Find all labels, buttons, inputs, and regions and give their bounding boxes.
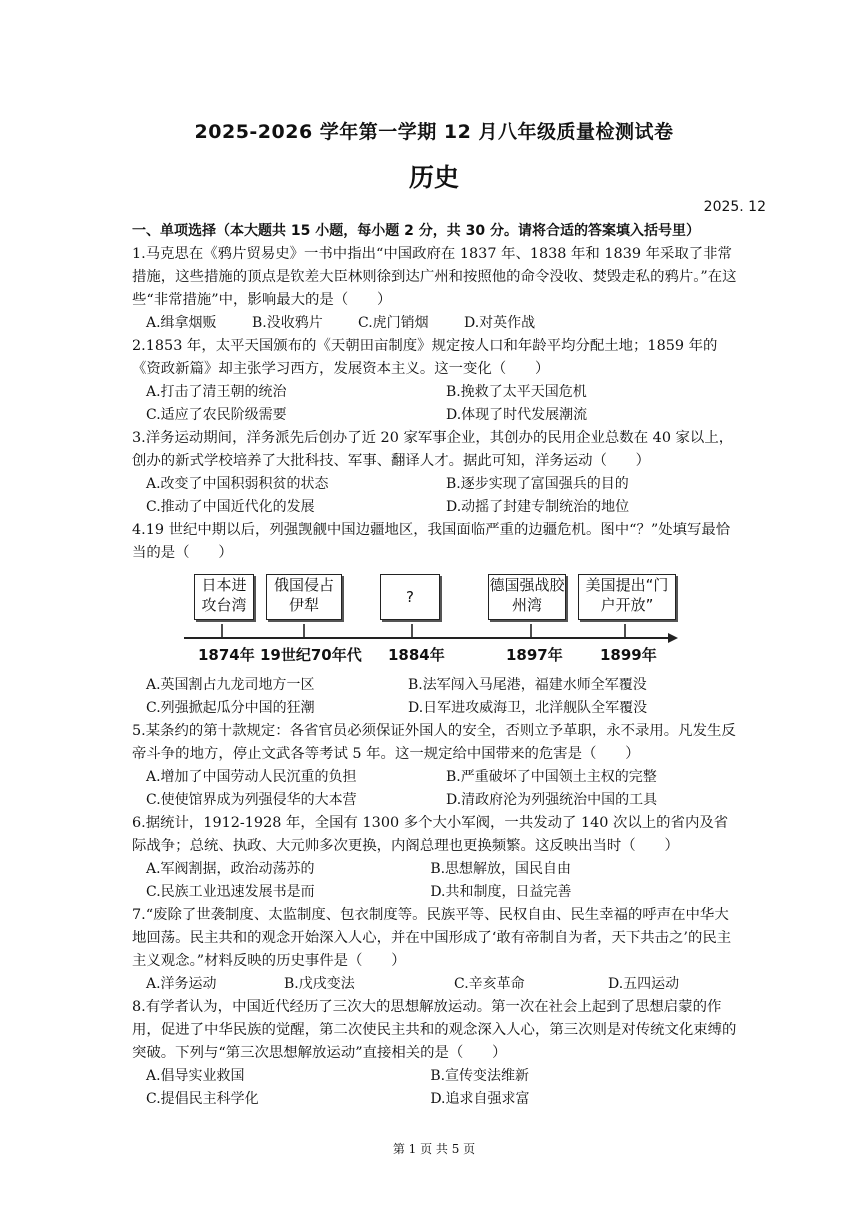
option-a: A.洋务运动 — [146, 976, 217, 992]
option-b: B.戊戌变法 — [284, 976, 355, 992]
timeline-event-2: 俄国侵占伊犁 — [266, 574, 342, 620]
option-c: C.提倡民主科学化 — [146, 1091, 259, 1107]
question-7-stem: 7.“废除了世袭制度、太监制度、包衣制度等。民族平等、民权自由、民生幸福的呼声在中华大地回荡。民主共和的观念开始深入人心，并在中国形成了‘敢有帝制自为者，天下共击之’的民主主义观念。”材料反映的历史事件是（ ） — [132, 907, 732, 969]
timeline-event-1: 日本进攻台湾 — [194, 574, 254, 620]
option-d: D.五四运动 — [608, 976, 680, 992]
question-6-stem: 6.据统计，1912-1928 年，全国有 1300 多个大小军阀，一共发动了 140 次以上的省内及省际战争；总统、执政、大元帅多次更换，内阁总理也更换频繁。这反映出当时（ ） — [132, 815, 729, 854]
timeline-event-4: 德国强战胶州湾 — [488, 574, 566, 620]
option-a: A.倡导实业救国 — [146, 1068, 245, 1084]
question-3-options — [146, 473, 746, 519]
option-b: B.严重破坏了中国领土主权的完整 — [446, 769, 657, 785]
exam-date: 2025. 12 — [703, 199, 766, 215]
option-a: A.打击了清王朝的统治 — [146, 384, 287, 400]
option-a: A.缉拿烟贩 — [146, 315, 217, 331]
question-5-options — [146, 766, 746, 812]
option-c: C.民族工业迅速发展书是而 — [146, 884, 315, 900]
option-b: B.法军闯入马尾港，福建水师全军覆没 — [408, 677, 647, 693]
option-d: D.对英作战 — [464, 315, 536, 331]
option-a: A.军阀割据，政治动荡苏的 — [146, 861, 315, 877]
option-b: B.思想解放，国民自由 — [430, 861, 572, 877]
timeline-event-5: 美国提出“门户开放” — [578, 574, 676, 620]
option-d: D.共和制度，日益完善 — [430, 884, 572, 900]
question-8-options — [146, 1065, 746, 1111]
question-2-stem: 2.1853 年，太平天国颁布的《天朝田亩制度》规定按人口和年龄平均分配土地；1859 年的《资政新篇》却主张学习西方，发展资本主义。这一变化（ ） — [132, 338, 718, 377]
option-d: D.动摇了封建专制统治的地位 — [446, 499, 630, 515]
option-d: D.追求自强求富 — [430, 1091, 530, 1107]
option-b: B.逐步实现了富国强兵的目的 — [446, 476, 629, 492]
option-c: C.虎门销烟 — [358, 315, 429, 331]
timeline-year-2: 19世纪70年代 — [260, 646, 362, 664]
option-c: C.列强掀起瓜分中国的狂潮 — [146, 700, 315, 716]
option-c: C.适应了农民阶级需要 — [146, 407, 287, 423]
option-c: C.使使馆界成为列强侵华的大本营 — [146, 792, 357, 808]
timeline-year-3: 1884年 — [388, 646, 445, 664]
page-footer: 第 1 页 共 5 页 — [392, 1142, 476, 1156]
timeline-year-5: 1899年 — [600, 646, 657, 664]
question-2-options — [146, 381, 746, 427]
exam-title: 2025-2026 学年第一学期 12 月八年级质量检测试卷 — [194, 121, 674, 143]
question-4-options — [146, 674, 746, 720]
option-d: D.清政府沦为列强统治中国的工具 — [446, 792, 658, 808]
option-c: C.推动了中国近代化的发展 — [146, 499, 315, 515]
option-a: A.增加了中国劳动人民沉重的负担 — [146, 769, 357, 785]
question-1-options — [146, 312, 746, 335]
option-b: B.没收鸦片 — [252, 315, 323, 331]
option-b: B.挽救了太平天国危机 — [446, 384, 587, 400]
question-7-options — [146, 973, 746, 996]
timeline-year-4: 1897年 — [506, 646, 563, 664]
question-6-options — [146, 858, 746, 904]
option-a: A.改变了中国积弱积贫的状态 — [146, 476, 329, 492]
timeline-event-unknown: ? — [380, 574, 440, 620]
section-heading: 一、单项选择（本大题共 15 小题，每小题 2 分，共 30 分。请将合适的答案填入括号里） — [132, 223, 700, 239]
option-a: A.英国割占九龙司地方一区 — [146, 677, 315, 693]
subject-title: 历史 — [408, 163, 459, 192]
option-d: D.日军进攻威海卫，北洋舰队全军覆没 — [408, 700, 648, 716]
timeline-figure — [180, 568, 680, 668]
question-5-stem: 5.某条约的第十款规定：各省官员必须保证外国人的安全，否则立予革职，永不录用。凡发生反帝斗争的地方，停止文武各等考试 5 年。这一规定给中国带来的危害是（ ） — [132, 723, 736, 762]
option-d: D.体现了时代发展潮流 — [446, 407, 588, 423]
question-3-stem: 3.洋务运动期间，洋务派先后创办了近 20 家军事企业，其创办的民用企业总数在 40 家以上，创办的新式学校培养了大批科技、军事、翻译人才。据此可知，洋务运动（ ） — [132, 430, 734, 469]
timeline-year-1: 1874年 — [198, 646, 255, 664]
question-4-stem: 4.19 世纪中期以后，列强觊觎中国边疆地区，我国面临严重的边疆危机。图中“？”处填写最恰当的是（ ） — [132, 522, 731, 561]
question-1-stem: 1.马克思在《鸦片贸易史》一书中指出“中国政府在 1837 年、1838 年和 1839 年采取了非常措施，这些措施的顶点是钦差大臣林则徐到达广州和按照他的命令没收、焚毁走私的鸦片。”在这些“非常措施”中，影响最大的是（ ） — [132, 246, 737, 308]
option-c: C.辛亥革命 — [454, 976, 525, 992]
question-8-stem: 8.有学者认为，中国近代经历了三次大的思想解放运动。第一次在社会上起到了思想启蒙的作用，促进了中华民族的觉醒，第二次使民主共和的观念深入人心，第三次则是对传统文化束缚的突破。下列与“第三次思想解放运动”直接相关的是（ ） — [132, 999, 737, 1061]
option-b: B.宣传变法维新 — [430, 1068, 530, 1084]
